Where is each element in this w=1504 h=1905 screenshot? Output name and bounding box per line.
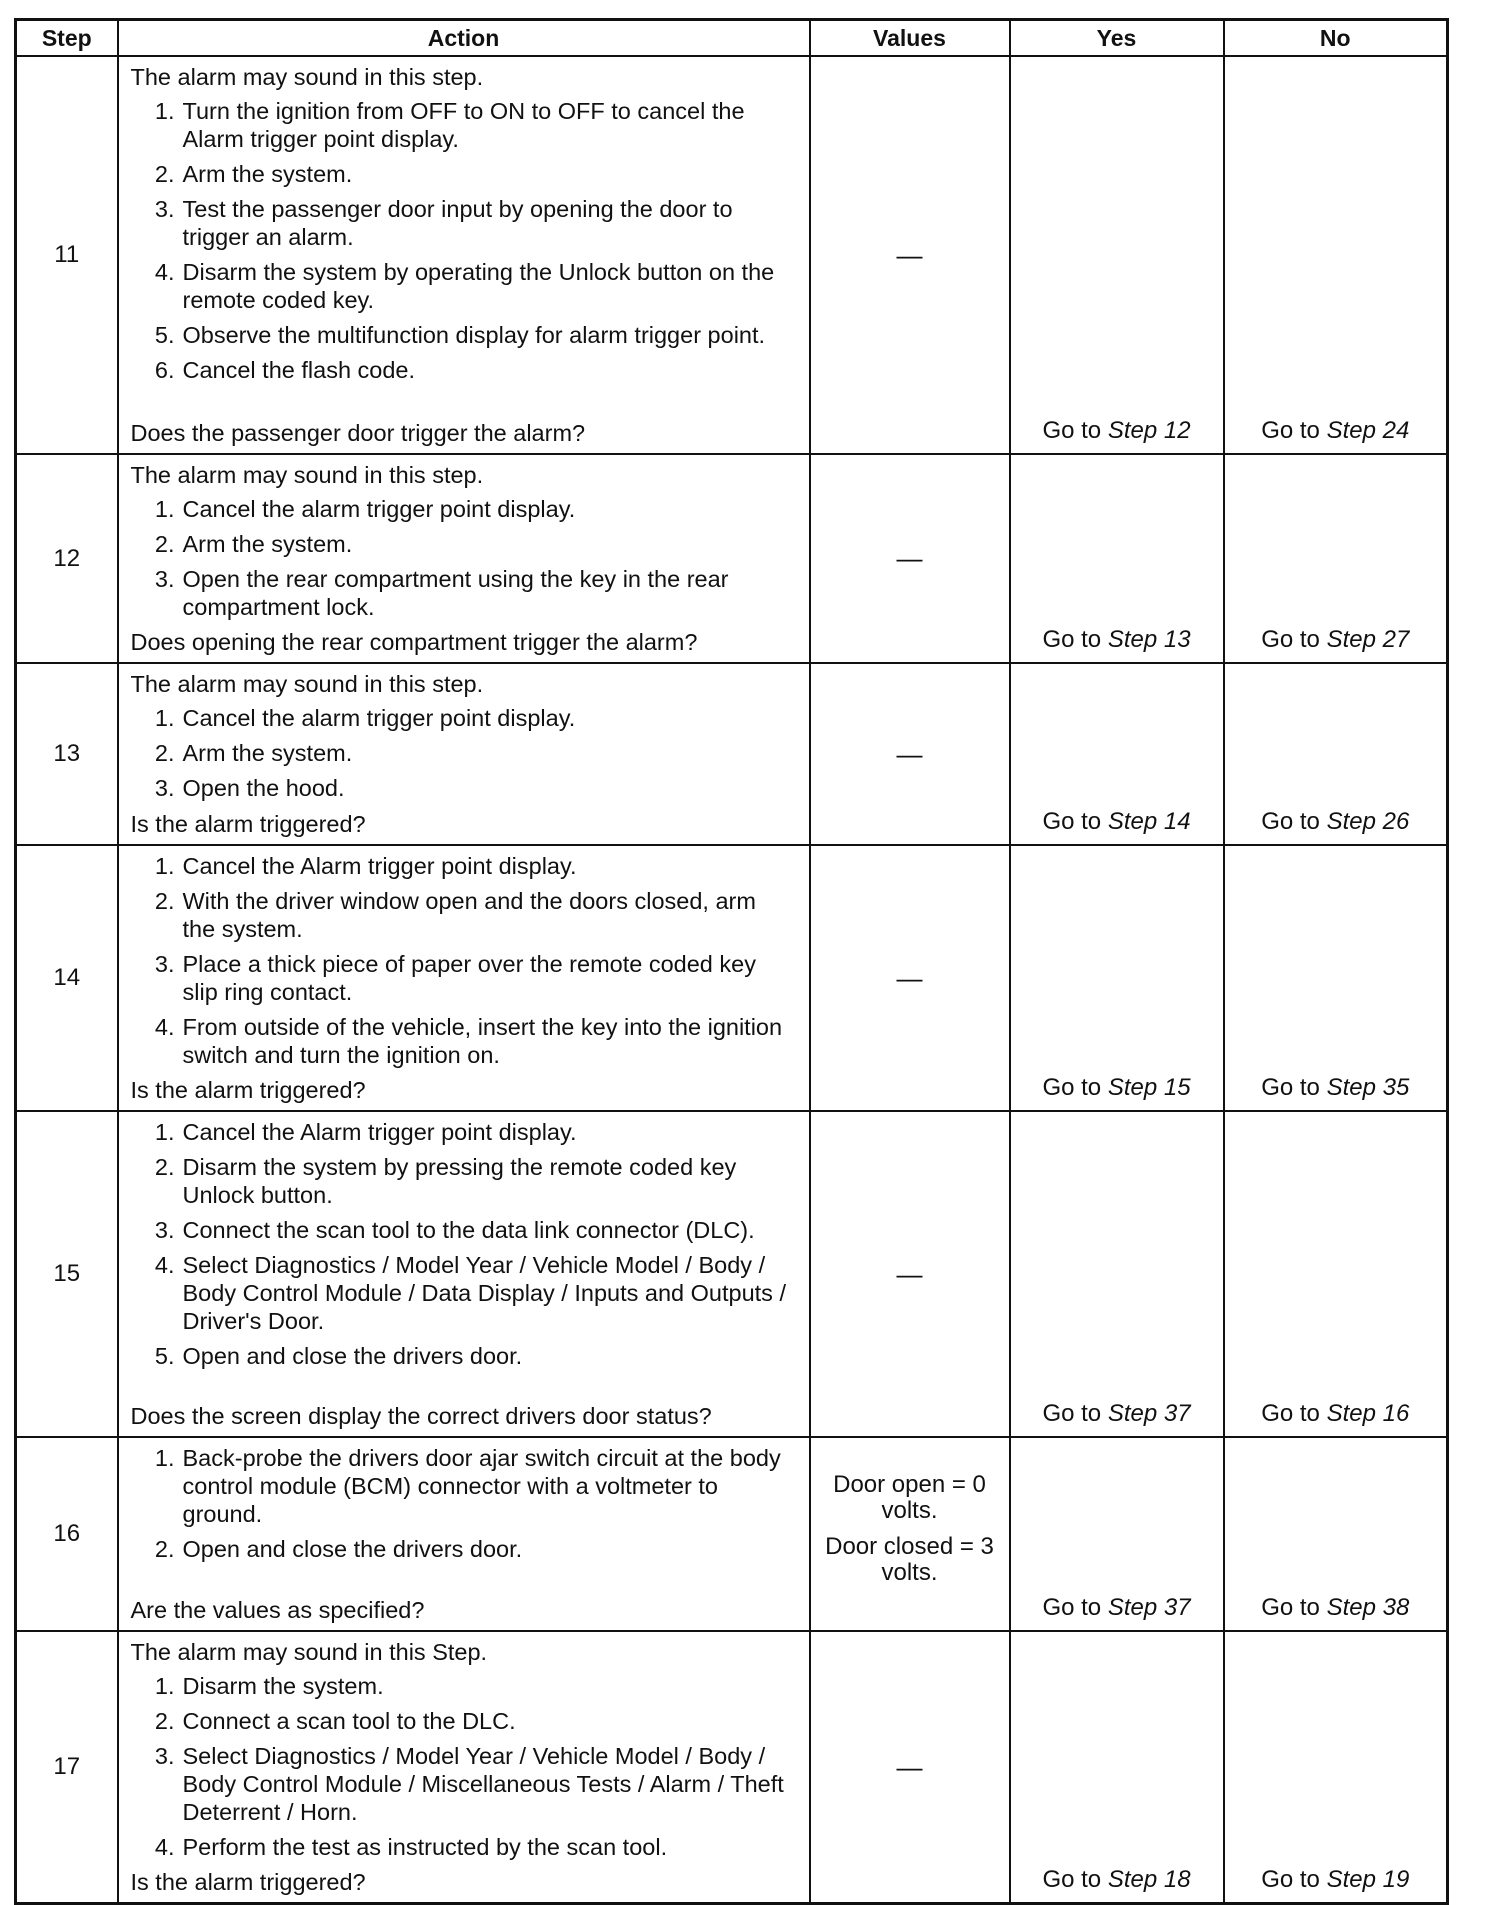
list-item-text: With the driver window open and the doors closed, arm the system. [182, 888, 756, 942]
list-item-text: Open the hood. [182, 775, 345, 801]
list-item-text: Connect a scan tool to the DLC. [182, 1708, 516, 1734]
values-cell [810, 845, 1010, 1111]
list-item-text: Back-probe the drivers door ajar switch circuit at the body control module (BCM) connector with a voltmeter to ground. [182, 1445, 781, 1527]
yes-cell [1010, 56, 1224, 454]
list-item-number: 2. [154, 531, 175, 557]
action-question: Does the passenger door trigger the alarm? [130, 420, 586, 446]
no-cell [1224, 1437, 1448, 1631]
list-item-text: Perform the test as instructed by the scan tool. [182, 1834, 668, 1860]
values-dash: — [896, 1258, 923, 1289]
goto-prefix: Go to [1042, 1400, 1108, 1427]
step-number: 15 [16, 1111, 118, 1437]
list-item-number: 4. [154, 1834, 175, 1860]
list-item [131, 530, 799, 558]
goto-target-step: Step 37 [1107, 1400, 1191, 1427]
goto-prefix: Go to [1261, 417, 1327, 444]
list-item [131, 1153, 799, 1209]
no-cell [1224, 1631, 1448, 1904]
goto-prefix: Go to [1261, 1594, 1327, 1621]
values-cell [810, 1631, 1010, 1904]
list-item [131, 160, 799, 188]
list-item [131, 1118, 799, 1146]
values-cell [810, 454, 1010, 663]
step-number: 17 [16, 1631, 118, 1904]
action-content [131, 63, 799, 447]
goto-target-step: Step 15 [1107, 1074, 1191, 1101]
table-row [16, 845, 1448, 1111]
list-item-number: 3. [154, 566, 175, 592]
goto-target-step: Step 16 [1326, 1400, 1410, 1427]
list-item [131, 739, 799, 767]
action-question: Are the values as specified? [130, 1597, 425, 1623]
header-step: Step [16, 20, 118, 57]
list-item-text: Arm the system. [182, 161, 353, 187]
action-steps-list [131, 1118, 799, 1377]
goto-yes-link [1042, 1074, 1190, 1101]
no-cell [1224, 454, 1448, 663]
yes-cell [1010, 663, 1224, 845]
table-row [16, 454, 1448, 663]
list-item-number: 1. [154, 1119, 175, 1145]
list-item-text: Arm the system. [182, 740, 353, 766]
list-item-text: Open and close the drivers door. [182, 1536, 523, 1562]
list-item-number: 1. [154, 853, 175, 879]
goto-no-link [1261, 417, 1409, 444]
goto-no-link [1261, 1866, 1409, 1893]
table-body [16, 56, 1448, 1904]
list-item-text: Disarm the system by pressing the remote coded key Unlock button. [182, 1154, 737, 1208]
goto-yes-link [1042, 1866, 1190, 1893]
action-steps-list [131, 704, 799, 809]
header-values: Values [810, 20, 1010, 57]
goto-yes-link [1042, 417, 1190, 444]
list-item-text: Select Diagnostics / Model Year / Vehicle Model / Body / Body Control Module / Miscellaneous Tests / Alarm / Theft Deterrent / Horn. [182, 1743, 784, 1825]
goto-prefix: Go to [1261, 1866, 1327, 1893]
yes-cell [1010, 1631, 1224, 1904]
list-item [131, 852, 799, 880]
diagnostic-table [14, 18, 1449, 1905]
goto-target-step: Step 14 [1107, 808, 1191, 835]
list-item [131, 321, 799, 349]
list-item-text: Cancel the flash code. [182, 357, 416, 383]
action-question: Does opening the rear compartment trigger the alarm? [130, 629, 698, 655]
step-number: 11 [16, 56, 118, 454]
list-item-text: Cancel the Alarm trigger point display. [182, 1119, 577, 1145]
list-item-number: 5. [154, 322, 175, 348]
list-item-number: 1. [154, 1445, 175, 1471]
list-item-number: 4. [154, 1252, 175, 1278]
list-item [131, 258, 799, 314]
action-intro: The alarm may sound in this step. [130, 64, 484, 90]
goto-target-step: Step 35 [1326, 1074, 1410, 1101]
no-cell [1224, 56, 1448, 454]
list-item [131, 704, 799, 732]
table-row [16, 1111, 1448, 1437]
list-item [131, 356, 799, 384]
list-item [131, 1707, 799, 1735]
list-item [131, 1444, 799, 1528]
list-item [131, 1342, 799, 1370]
list-item-text: Turn the ignition from OFF to ON to OFF to cancel the Alarm trigger point display. [182, 98, 745, 152]
action-cell [118, 454, 810, 663]
list-item-number: 3. [154, 196, 175, 222]
list-item-number: 2. [154, 1536, 175, 1562]
list-item-text: Arm the system. [182, 531, 353, 557]
list-item-number: 3. [154, 1743, 175, 1769]
list-item-text: Connect the scan tool to the data link connector (DLC). [182, 1217, 755, 1243]
goto-no-link [1261, 808, 1409, 835]
list-item-text: Select Diagnostics / Model Year / Vehicle Model / Body / Body Control Module / Data Display / Inputs and Outputs / Driver's Door. [182, 1252, 786, 1334]
goto-prefix: Go to [1261, 1074, 1327, 1101]
list-item-number: 2. [154, 888, 175, 914]
list-item [131, 1672, 799, 1700]
action-question: Is the alarm triggered? [130, 811, 366, 837]
list-item-number: 2. [154, 740, 175, 766]
action-question: Does the screen display the correct drivers door status? [130, 1403, 712, 1429]
list-item [131, 495, 799, 523]
header-row [16, 20, 1448, 57]
list-item [131, 1833, 799, 1861]
yes-cell [1010, 1111, 1224, 1437]
goto-target-step: Step 19 [1326, 1866, 1410, 1893]
step-number: 12 [16, 454, 118, 663]
header-yes: Yes [1010, 20, 1224, 57]
values-dash: — [896, 543, 923, 573]
header-action: Action [118, 20, 810, 57]
list-item-number: 1. [154, 496, 175, 522]
table-header [16, 20, 1448, 57]
goto-target-step: Step 38 [1326, 1594, 1410, 1621]
goto-no-link [1261, 1400, 1409, 1427]
action-question: Is the alarm triggered? [130, 1869, 366, 1895]
action-intro: The alarm may sound in this Step. [130, 1639, 488, 1665]
list-item [131, 1013, 799, 1069]
yes-cell [1010, 454, 1224, 663]
no-cell [1224, 663, 1448, 845]
goto-no-link [1261, 1074, 1409, 1101]
yes-cell [1010, 845, 1224, 1111]
yes-cell [1010, 1437, 1224, 1631]
action-intro: The alarm may sound in this step. [130, 462, 484, 488]
list-item-number: 2. [154, 161, 175, 187]
list-item-text: Cancel the Alarm trigger point display. [182, 853, 577, 879]
goto-no-link [1261, 1594, 1409, 1621]
action-question: Is the alarm triggered? [130, 1077, 366, 1103]
table-row [16, 1437, 1448, 1631]
goto-yes-link [1042, 808, 1190, 835]
list-item-number: 1. [154, 98, 175, 124]
action-content [131, 1118, 799, 1430]
value-line: Door closed = 3 volts. [825, 1533, 994, 1586]
values-dash: — [896, 239, 923, 270]
list-item-number: 1. [154, 705, 175, 731]
goto-prefix: Go to [1042, 1866, 1108, 1893]
values-dash: — [896, 962, 923, 993]
no-cell [1224, 845, 1448, 1111]
action-cell [118, 1631, 810, 1904]
list-item-text: Cancel the alarm trigger point display. [182, 496, 576, 522]
action-content [131, 852, 799, 1104]
step-number: 14 [16, 845, 118, 1111]
action-steps-list [131, 1444, 799, 1570]
goto-no-link [1261, 626, 1409, 653]
goto-prefix: Go to [1261, 808, 1327, 835]
goto-yes-link [1042, 1400, 1190, 1427]
no-cell [1224, 1111, 1448, 1437]
list-item-number: 3. [154, 775, 175, 801]
action-cell [118, 1111, 810, 1437]
step-number: 13 [16, 663, 118, 845]
goto-prefix: Go to [1261, 1400, 1327, 1427]
goto-target-step: Step 27 [1326, 626, 1410, 653]
list-item [131, 97, 799, 153]
action-steps-list [131, 495, 799, 628]
list-item-text: Test the passenger door input by opening the door to trigger an alarm. [182, 196, 733, 250]
table-row [16, 663, 1448, 845]
action-content [131, 461, 799, 656]
goto-prefix: Go to [1042, 808, 1108, 835]
action-content [131, 670, 799, 838]
value-line: Door open = 0 volts. [833, 1471, 986, 1524]
action-content [131, 1444, 799, 1624]
list-item [131, 1535, 799, 1563]
goto-prefix: Go to [1261, 626, 1327, 653]
values-cell [810, 56, 1010, 454]
list-item [131, 887, 799, 943]
list-item-number: 6. [154, 357, 175, 383]
list-item-text: Disarm the system. [182, 1673, 384, 1699]
action-cell [118, 845, 810, 1111]
list-item-text: From outside of the vehicle, insert the key into the ignition switch and turn the ignition on. [182, 1014, 783, 1068]
list-item-text: Open and close the drivers door. [182, 1343, 523, 1369]
values-cell [810, 1111, 1010, 1437]
action-cell [118, 663, 810, 845]
list-item-number: 5. [154, 1343, 175, 1369]
table-row [16, 1631, 1448, 1904]
goto-yes-link [1042, 1594, 1190, 1621]
list-item-text: Cancel the alarm trigger point display. [182, 705, 576, 731]
goto-target-step: Step 37 [1107, 1594, 1191, 1621]
goto-prefix: Go to [1042, 1594, 1108, 1621]
list-item [131, 195, 799, 251]
goto-yes-link [1042, 626, 1190, 653]
goto-target-step: Step 13 [1107, 626, 1191, 653]
values-cell [810, 663, 1010, 845]
action-steps-list [131, 852, 799, 1076]
values-dash: — [896, 738, 923, 769]
list-item [131, 1742, 799, 1826]
values-spec [812, 1472, 1008, 1586]
values-dash: — [896, 1751, 923, 1782]
goto-target-step: Step 26 [1326, 808, 1410, 835]
goto-target-step: Step 12 [1107, 417, 1191, 444]
list-item-number: 4. [154, 259, 175, 285]
step-number: 16 [16, 1437, 118, 1631]
goto-target-step: Step 24 [1326, 417, 1410, 444]
list-item-number: 2. [154, 1154, 175, 1180]
list-item [131, 950, 799, 1006]
header-no: No [1224, 20, 1448, 57]
list-item [131, 1251, 799, 1335]
table-row [16, 56, 1448, 454]
values-cell [810, 1437, 1010, 1631]
list-item-text: Observe the multifunction display for alarm trigger point. [182, 322, 766, 348]
action-cell [118, 1437, 810, 1631]
list-item-number: 3. [154, 951, 175, 977]
list-item-number: 1. [154, 1673, 175, 1699]
goto-prefix: Go to [1042, 1074, 1108, 1101]
action-intro: The alarm may sound in this step. [130, 671, 484, 697]
list-item [131, 774, 799, 802]
action-steps-list [131, 97, 799, 391]
goto-prefix: Go to [1042, 626, 1108, 653]
list-item [131, 565, 799, 621]
list-item-text: Place a thick piece of paper over the remote coded key slip ring contact. [182, 951, 756, 1005]
list-item-text: Disarm the system by operating the Unlock button on the remote coded key. [182, 259, 775, 313]
list-item-number: 2. [154, 1708, 175, 1734]
goto-prefix: Go to [1042, 417, 1108, 444]
list-item-number: 4. [154, 1014, 175, 1040]
list-item-text: Open the rear compartment using the key in the rear compartment lock. [182, 566, 729, 620]
list-item-number: 3. [154, 1217, 175, 1243]
action-cell [118, 56, 810, 454]
action-steps-list [131, 1672, 799, 1868]
goto-target-step: Step 18 [1107, 1866, 1191, 1893]
list-item [131, 1216, 799, 1244]
action-content [131, 1638, 799, 1896]
